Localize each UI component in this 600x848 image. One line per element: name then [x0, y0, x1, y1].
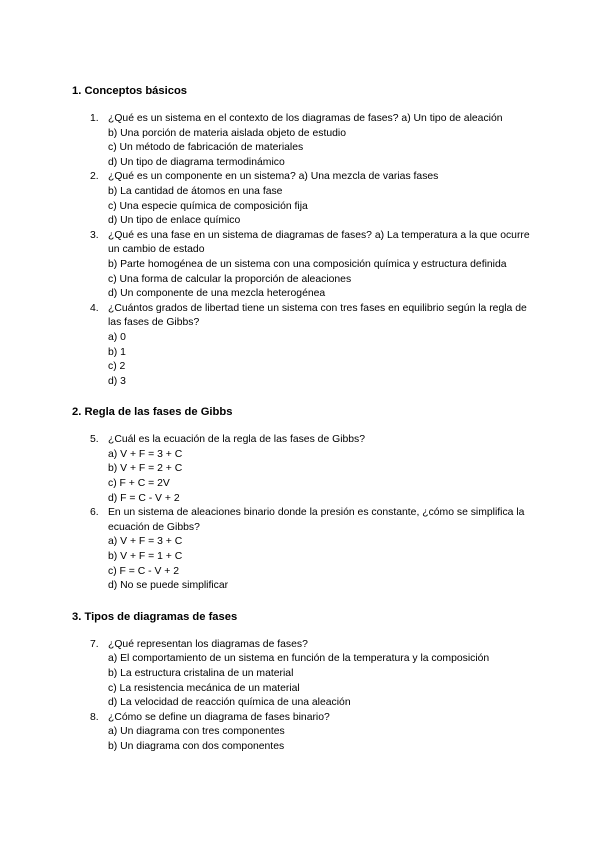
question-2 — [72, 170, 540, 228]
option-c: c) Un método de fabricación de materiales — [108, 142, 304, 154]
section-tipos-de-diagramas — [72, 610, 540, 755]
option-d: d) Un tipo de enlace químico — [108, 215, 241, 227]
question-number: 1. — [90, 113, 99, 124]
option-a: a) V + F = 3 + C — [108, 448, 183, 460]
question-number: 7. — [90, 638, 99, 650]
question-text: ¿Qué representan los diagramas de fases? — [108, 638, 308, 650]
question-list — [72, 433, 540, 594]
question-number: 4. — [90, 302, 99, 314]
option-a: a) El comportamiento de un sistema en función de la temperatura y la composición — [108, 653, 490, 665]
question-6 — [72, 506, 540, 594]
question-text: ¿Qué es un sistema en el contexto de los diagramas de fases? — [108, 113, 402, 124]
question-list — [72, 112, 540, 389]
option-b: b) V + F = 2 + C — [108, 463, 183, 475]
question-text: ¿Cuál es la ecuación de la regla de las fases de Gibbs? — [108, 434, 366, 446]
question-text: ¿Cómo se define un diagrama de fases binario? — [108, 711, 330, 723]
question-number: 2. — [90, 171, 99, 183]
option-c: c) Una especie química de composición fija — [108, 200, 308, 212]
question-7 — [72, 638, 540, 711]
option-b: b) La estructura cristalina de un material — [108, 668, 294, 679]
option-a: a) Un diagrama con tres componentes — [108, 726, 285, 738]
option-a: a) Un tipo de aleación — [401, 113, 503, 124]
option-b: b) V + F = 1 + C — [108, 551, 183, 563]
option-d: d) Un tipo de diagrama termodinámico — [108, 156, 285, 168]
question-4 — [72, 302, 540, 390]
option-b: b) Un diagrama con dos componentes — [108, 740, 285, 752]
section-title: 1. Conceptos básicos — [72, 85, 188, 97]
option-b: b) La cantidad de átomos en una fase — [108, 185, 283, 197]
section-conceptos-basicos — [72, 84, 540, 389]
option-c: c) F + C = 2V — [108, 478, 170, 490]
option-d: d) Un componente de una mezcla heterogénea — [108, 288, 326, 300]
question-number: 5. — [90, 434, 99, 446]
question-text: ¿Qué es un componente en un sistema? — [108, 171, 299, 183]
option-b: b) Parte homogénea de un sistema con una composición química y estructura definida — [108, 258, 507, 270]
option-c: c) La resistencia mecánica de un material — [108, 682, 300, 694]
option-a: a) Una mezcla de varias fases — [298, 171, 439, 183]
option-d: d) 3 — [108, 375, 126, 387]
question-text: ¿Qué es una fase en un sistema de diagramas de fases? — [108, 229, 375, 241]
option-a: a) 0 — [108, 331, 126, 343]
option-d: d) La velocidad de reacción química de una aleación — [108, 697, 351, 709]
option-a: a) V + F = 3 + C — [108, 536, 183, 548]
option-b: b) 1 — [108, 346, 126, 358]
section-title: 2. Regla de las fases de Gibbs — [72, 406, 233, 419]
question-5 — [72, 433, 540, 506]
section-title: 3. Tipos de diagramas de fases — [72, 610, 238, 623]
option-c: c) Una forma de calcular la proporción de aleaciones — [108, 273, 352, 285]
question-list — [72, 638, 540, 755]
question-8 — [72, 711, 540, 755]
option-a: a) La temperatura a la que ocurre un cambio de estado — [108, 229, 530, 256]
question-number: 6. — [90, 507, 99, 519]
question-3 — [72, 229, 540, 302]
option-b: b) Una porción de materia aislada objeto de estudio — [108, 127, 346, 139]
question-text: ¿Cuántos grados de libertad tiene un sistema con tres fases en equilibrio según la regla de las fases de Gibbs? — [108, 302, 527, 329]
option-c: c) 2 — [108, 361, 126, 373]
option-d: d) F = C - V + 2 — [108, 492, 180, 504]
question-number: 8. — [90, 711, 99, 723]
question-number: 3. — [90, 229, 99, 241]
section-regla-de-gibbs — [72, 405, 540, 594]
question-1 — [72, 112, 540, 170]
option-c: c) F = C - V + 2 — [108, 565, 180, 577]
option-d: d) No se puede simplificar — [108, 580, 229, 592]
question-text: En un sistema de aleaciones binario donde la presión es constante, ¿cómo se simplifica la ecuación de Gibbs? — [108, 507, 525, 533]
